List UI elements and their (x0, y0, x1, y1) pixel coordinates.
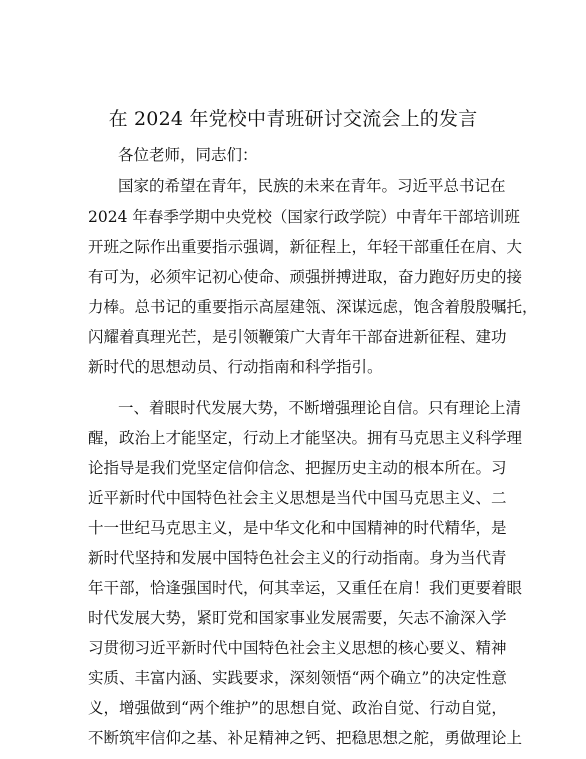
paragraph-line: 力棒。总书记的重要指示高屋建瓴、深谋远虑，饱含着殷殷嘱托， (88, 298, 538, 316)
paragraph-line: 时代发展大势，紧盯党和国家事业发展需要，矢志不渝深入学 (88, 609, 507, 627)
paragraph-line: 实质、丰富内涵、实践要求，深刻领悟“两个确立”的决定性意 (88, 669, 507, 687)
paragraph-line: 不断筑牢信仰之基、补足精神之钙、把稳思想之舵，勇做理论上 (88, 729, 523, 747)
document-title: 在 2024 年党校中青班研讨交流会上的发言 (108, 108, 478, 130)
paragraph-line: 醒，政治上才能坚定，行动上才能坚决。拥有马克思主义科学理 (88, 429, 523, 447)
paragraph-line: 2024 年春季学期中央党校（国家行政学院）中青年干部培训班 (88, 208, 520, 226)
paragraph-line: 闪耀着真理光芒，是引领鞭策广大青年干部奋进新征程、建功 (88, 328, 507, 346)
paragraph-line: 论指导是我们党坚定信仰信念、把握历史主动的根本所在。习 (88, 459, 507, 477)
paragraph-line: 新时代的思想动员、行动指南和科学指引。 (88, 358, 383, 376)
paragraph-line: 有可为，必须牢记初心使命、顽强拼搏进取，奋力跑好历史的接 (88, 268, 523, 286)
paragraph-line: 义，增强做到“两个维护”的思想自觉、政治自觉、行动自觉， (88, 699, 507, 717)
paragraph-line: 新时代坚持和发展中国特色社会主义的行动指南。身为当代青 (88, 549, 507, 567)
paragraph-line: 一、着眼时代发展大势，不断增强理论自信。只有理论上清 (118, 399, 522, 417)
paragraph-line: 开班之际作出重要指示强调，新征程上，年轻干部重任在肩、大 (88, 238, 523, 256)
paragraph-line: 近平新时代中国特色社会主义思想是当代中国马克思主义、二 (88, 489, 507, 507)
salutation: 各位老师，同志们： (118, 146, 258, 164)
paragraph-line: 十一世纪马克思主义，是中华文化和中国精神的时代精华，是 (88, 519, 507, 537)
paragraph-line: 年干部，恰逢强国时代，何其幸运，又重任在肩！我们更要着眼 (88, 579, 523, 597)
paragraph-line: 国家的希望在青年，民族的未来在青年。习近平总书记在 (118, 177, 506, 195)
paragraph-line: 习贯彻习近平新时代中国特色社会主义思想的核心要义、精神 (88, 639, 507, 657)
